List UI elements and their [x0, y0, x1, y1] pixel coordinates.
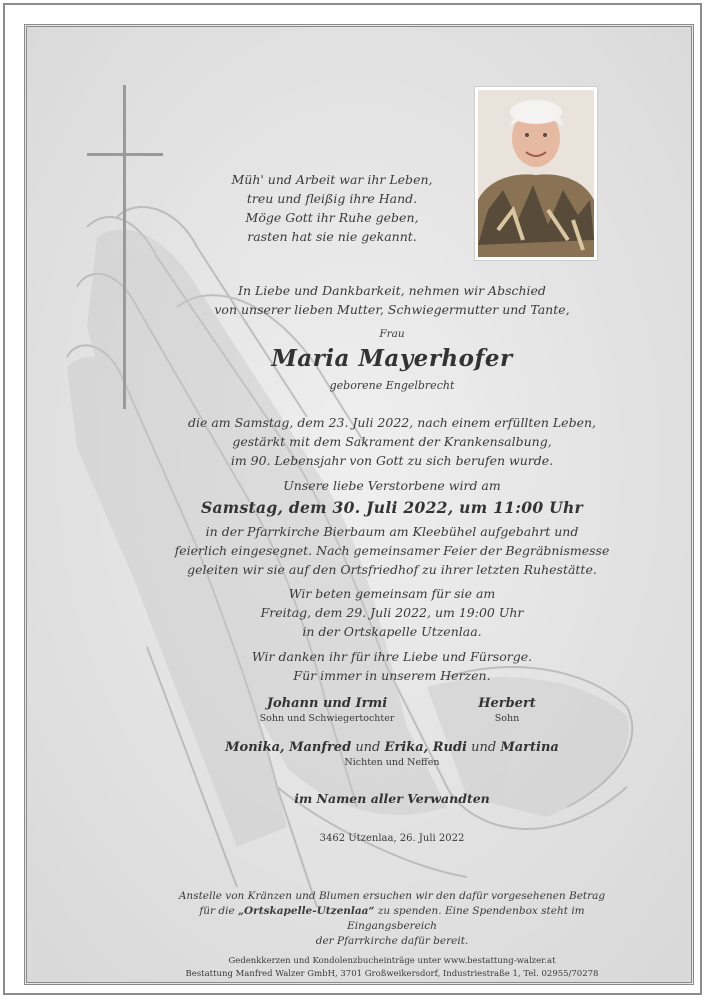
page-border	[3, 3, 702, 995]
portrait-photo	[474, 86, 598, 261]
intro-text	[157, 281, 627, 319]
cross-horizontal-bar	[87, 153, 163, 156]
family-group-1	[227, 692, 427, 724]
thanks-line: Wir danken ihr für ihre Liebe und Fürsorge.	[251, 649, 533, 664]
conjunction: und	[355, 740, 381, 755]
poem-line: rasten hat sie nie gekannt.	[247, 229, 417, 244]
donation-recipient: „Ortskapelle-Utzenlaa“	[238, 905, 375, 917]
ceremony-line: geleiten wir sie auf den Ortsfriedhof zu ihrer letzten Ruhestätte.	[187, 562, 597, 577]
deceased-name: Maria Mayerhofer	[271, 345, 513, 372]
poem-line: Müh' und Arbeit war ihr Leben,	[231, 172, 433, 187]
family-names: Monika, Manfred	[225, 740, 352, 755]
death-line: gestärkt mit dem Sakrament der Krankensalbung,	[232, 434, 552, 449]
prayer-line: Wir beten gemeinsam für sie am	[288, 586, 496, 601]
death-line: die am Samstag, dem 23. Juli 2022, nach einem erfüllten Leben,	[187, 415, 597, 430]
ceremony-text	[157, 522, 627, 579]
donation-note	[157, 889, 627, 949]
behalf-line: im Namen aller Verwandten	[294, 791, 490, 806]
funeral-date: Samstag, dem 30. Juli 2022, um 11:00 Uhr	[200, 498, 584, 517]
family-names: Martina	[500, 740, 559, 755]
family-relation: Sohn	[494, 713, 520, 724]
family-group-3	[157, 740, 627, 768]
intro-line: In Liebe und Dankbarkeit, nehmen wir Abschied	[238, 283, 546, 298]
family-relation: Nichten und Neffen	[344, 757, 440, 768]
family-names: Herbert	[478, 696, 536, 711]
donation-line: Anstelle von Kränzen und Blumen ersuchen wir den dafür vorgesehenen Betrag	[178, 890, 606, 902]
death-text	[157, 413, 627, 470]
cross-vertical-bar	[123, 85, 126, 409]
ceremony-line: feierlich eingesegnet. Nach gemeinsamer Feier der Begräbnismesse	[174, 543, 610, 558]
prayer-text	[157, 584, 627, 641]
thanks-text	[157, 647, 627, 685]
footer-line: Gedenkkerzen und Kondolenzbucheinträge unter www.bestattung-walzer.at	[228, 956, 556, 966]
death-line: im 90. Lebensjahr von Gott zu sich berufen wurde.	[230, 453, 554, 468]
thanks-line: Für immer in unserem Herzen.	[293, 668, 491, 683]
family-names: Johann und Irmi	[266, 696, 388, 711]
prayer-line: Freitag, dem 29. Juli 2022, um 19:00 Uhr	[260, 605, 524, 620]
donation-line: für die „Ortskapelle-Utzenlaa“ zu spenden. Eine Spendenbox steht im Eingangsbereich	[199, 905, 585, 932]
family-relation: Sohn und Schwiegertochter	[259, 713, 395, 724]
prayer-line: in der Ortskapelle Utzenlaa.	[302, 624, 482, 639]
footer	[157, 955, 627, 981]
obituary-card	[24, 24, 694, 985]
family-group-2	[457, 692, 557, 724]
poem	[217, 170, 447, 246]
conjunction: und	[471, 740, 497, 755]
footer-line: Bestattung Manfred Walzer GmbH, 3701 Großweikersdorf, Industriestraße 1, Tel. 02955/70278	[185, 969, 599, 979]
poem-line: Möge Gott ihr Ruhe geben,	[245, 210, 419, 225]
funeral-announce: Unsere liebe Verstorbene wird am	[283, 478, 501, 493]
poem-line: treu und fleißig ihre Hand.	[246, 191, 418, 206]
donation-line: der Pfarrkirche dafür bereit.	[315, 935, 469, 947]
place-date: 3462 Utzenlaa, 26. Juli 2022	[319, 833, 465, 844]
ceremony-line: in der Pfarrkirche Bierbaum am Kleebühel aufgebahrt und	[205, 524, 579, 539]
title-word: Frau	[379, 328, 405, 340]
birth-name: geborene Engelbrecht	[329, 379, 455, 392]
family-names: Erika, Rudi	[384, 740, 467, 755]
intro-line: von unserer lieben Mutter, Schwiegermutter und Tante,	[214, 302, 570, 317]
